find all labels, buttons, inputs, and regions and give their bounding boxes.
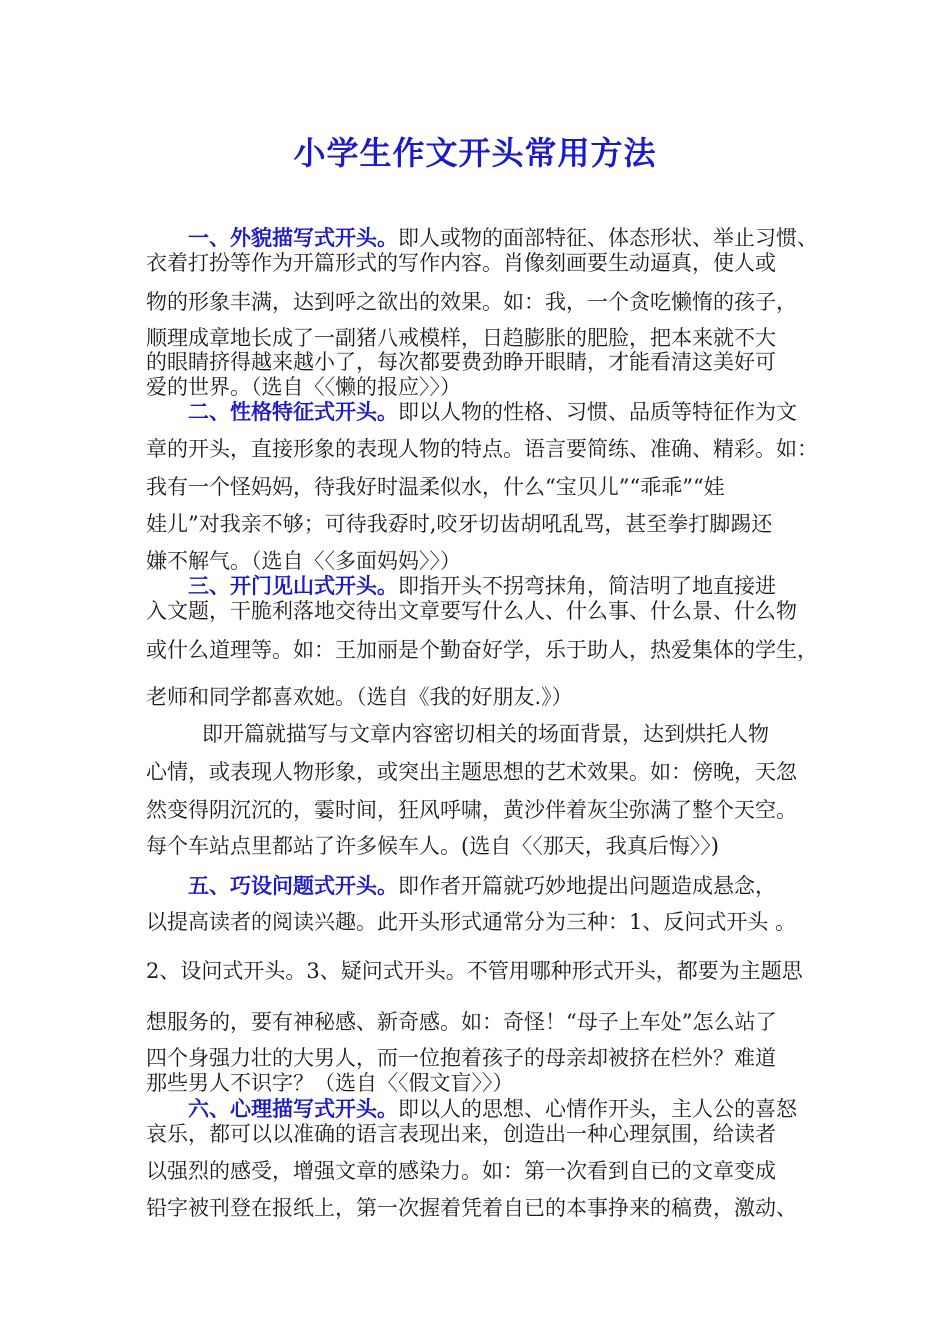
paragraph-line: 或什么道理等。如：王加丽是个勤奋好学，乐于助人，热爱集体的学生， bbox=[146, 638, 818, 662]
section-heading: 六、心理描写式开头。 bbox=[188, 1097, 398, 1121]
paragraph-line bbox=[146, 572, 868, 600]
paragraph-line: 然变得阴沉沉的，霎时间，狂风呼啸，黄沙伴着灰尘弥满了整个天空。 bbox=[146, 798, 797, 822]
paragraph-line bbox=[146, 1095, 868, 1123]
paragraph-line: 顺理成章地长成了一副猪八戒模样，日趋膨胀的肥脸，把本来就不大 bbox=[146, 326, 776, 350]
paragraph-line: 铅字被刊登在报纸上，第一次握着凭着自已的本事挣来的稿费，激动、 bbox=[146, 1196, 797, 1220]
paragraph-line: 哀乐，都可以以准确的语言表现出来，创造出一种心理氛围，给读者 bbox=[146, 1122, 776, 1146]
paragraph-line: 我有一个怪妈妈，待我好时温柔似水，什么“宝贝儿”“乖乖”“娃 bbox=[146, 475, 725, 499]
paragraph-line: 入文题，干脆利落地交待出文章要写什么人、什么事、什么景、什么物 bbox=[146, 599, 797, 623]
section-heading: 二、性格特征式开头。 bbox=[188, 400, 398, 424]
paragraph-line: 爱的世界。（选自〈〈懒的报应〉〉） bbox=[146, 375, 461, 399]
paragraph-line: 物的形象丰满，达到呼之欲出的效果。如：我，一个贪吃懒惰的孩子， bbox=[146, 290, 797, 314]
paragraph-line: 每个车站点里都站了许多候车人。(选自〈〈那天，我真后悔〉〉) bbox=[146, 834, 719, 858]
paragraph-line: 衣着打扮等作为开篇形式的写作内容。肖像刻画要生动逼真，使人或 bbox=[146, 251, 776, 275]
section-heading: 三、开门见山式开头。 bbox=[188, 574, 398, 598]
paragraph-line bbox=[146, 224, 868, 252]
paragraph-line: 那些男人不识字？（选自〈〈假文盲〉〉） bbox=[146, 1071, 514, 1095]
paragraph-line: 老师和同学都喜欢她。（选自《我的好朋友.》） bbox=[146, 685, 573, 709]
paragraph-line: 嫌不解气。（选自〈〈多面妈妈〉〉） bbox=[146, 549, 461, 573]
paragraph-line: 四个身强力壮的大男人，而一位抱着孩子的母亲却被挤在栏外？难道 bbox=[146, 1046, 776, 1070]
page-title: 小学生作文开头常用方法 bbox=[293, 134, 657, 172]
section-text: 即人或物的面部特征、体态形状、举止习惯、 bbox=[398, 226, 818, 250]
paragraph-line: 想服务的，要有神秘感、新奇感。如：奇怪！“母子上车处”怎么站了 bbox=[146, 1010, 777, 1034]
paragraph-line: 娃儿”对我亲不够；可待我孬时,咬牙切齿胡吼乱骂，甚至拳打脚踢还 bbox=[146, 512, 773, 536]
paragraph-line: 以提高读者的阅读兴趣。此开头形式通常分为三种：1、反问式开头 。 bbox=[146, 910, 797, 934]
section-heading: 一、外貌描写式开头。 bbox=[188, 226, 398, 250]
paragraph-line: 章的开头，直接形象的表现人物的特点。语言要简练、准确、精彩。如： bbox=[146, 437, 818, 461]
section-heading: 五、巧设问题式开头。 bbox=[188, 874, 398, 898]
paragraph-line: 的眼睛挤得越来越小了，每次都要费劲睁开眼睛，才能看清这美好可 bbox=[146, 350, 776, 374]
section-text: 即指开头不拐弯抹角，简洁明了地直接进 bbox=[398, 574, 776, 598]
section-text: 即以人的思想、心情作开头，主人公的喜怒 bbox=[398, 1097, 797, 1121]
paragraph-line bbox=[146, 398, 868, 426]
section-text: 即作者开篇就巧妙地提出问题造成悬念， bbox=[398, 874, 776, 898]
section-text: 即以人物的性格、习惯、品质等特征作为文 bbox=[398, 400, 797, 424]
paragraph-line: 即开篇就描写与文章内容密切相关的场面背景，达到烘托人物 bbox=[202, 722, 769, 746]
paragraph-line: 心情，或表现人物形象，或突出主题思想的艺术效果。如：傍晚，天忽 bbox=[146, 760, 797, 784]
paragraph-line: 2、设问式开头。3、疑问式开头。不管用哪种形式开头，都要为主题思 bbox=[146, 959, 803, 983]
paragraph-line bbox=[146, 872, 868, 900]
paragraph-line: 以强烈的感受，增强文章的感染力。如：第一次看到自已的文章变成 bbox=[146, 1159, 776, 1183]
